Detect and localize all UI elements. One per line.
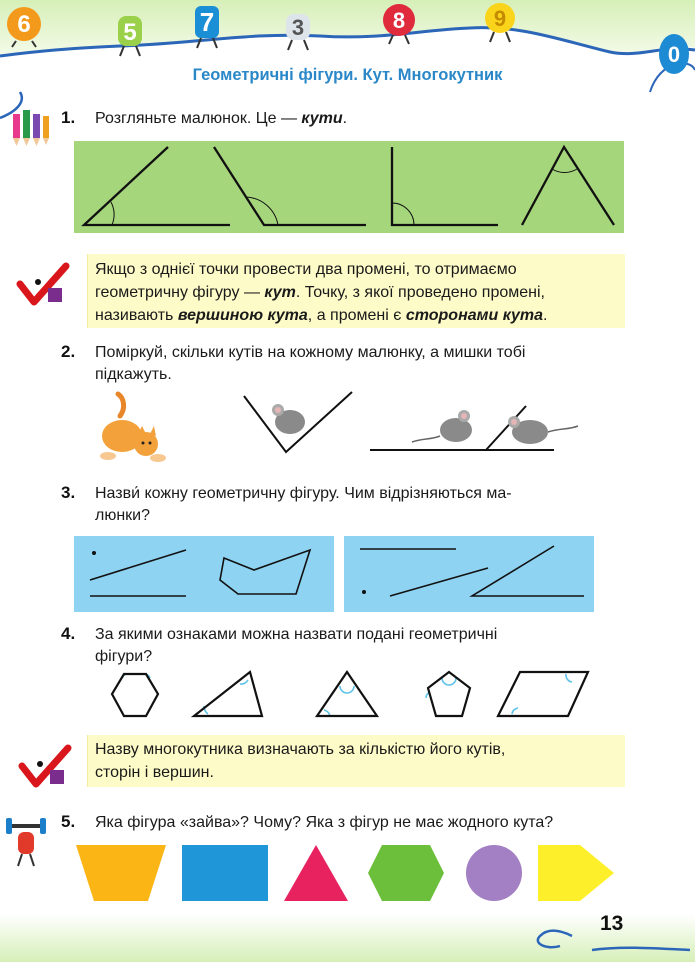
task1-text: Розгляньте малюнок. Це — кути. [95, 110, 348, 127]
rule1-line2: геометричну фігуру — кут. Точку, з якої проведено промені, [95, 284, 545, 301]
svg-text:0: 0 [667, 42, 681, 67]
blue-panel-left [74, 536, 334, 612]
rule2-line2: сторін і вершин. [95, 764, 214, 781]
point-dot [92, 551, 96, 555]
polygons-figure [100, 664, 600, 724]
figures-panel-right [344, 536, 594, 612]
footer-decoration [0, 890, 695, 962]
task2-line2: підкажуть. [95, 366, 172, 383]
cat-mice-figure [94, 388, 604, 466]
parallelogram [498, 672, 588, 716]
task4-line2: фігури? [95, 648, 153, 665]
task3-line1: Назви́ кожну геометричну фігуру. Чим відрізняються ма- [95, 485, 512, 502]
digit-character-8 [377, 0, 421, 51]
task3-line2: люнки? [95, 507, 151, 524]
digit-character-9 [476, 0, 524, 51]
mouse-2 [412, 410, 472, 442]
svg-text:7: 7 [199, 7, 215, 37]
task4-line1: За якими ознаками можна назвати подані геометричні [95, 626, 498, 643]
mouse-3 [508, 416, 578, 444]
svg-text:6: 6 [17, 11, 31, 38]
cat-illustration [100, 394, 166, 462]
task1-number: 1. [61, 108, 76, 127]
svg-text:5: 5 [123, 19, 137, 46]
task2-number: 2. [61, 342, 76, 361]
page-title: Геометричні фігури. Кут. Многокутник [192, 66, 503, 84]
task5-text: Яка фігура «зайва»? Чому? Яка з фігур не має жодного кута? [95, 814, 554, 831]
pentagon [428, 672, 470, 716]
rule1-line3: називають вершиною кута, а промені є сторонами кута. [95, 307, 548, 324]
weightlifter-character-icon [6, 816, 46, 873]
svg-text:3: 3 [291, 15, 305, 40]
figures-panel-left [74, 536, 334, 612]
page-number: 13 [600, 912, 624, 935]
rule2-line1: Назву многокутника визначають за кількістю його кутів, [95, 741, 506, 758]
task4-number: 4. [61, 624, 76, 643]
digit-character-5 [108, 10, 152, 63]
digit-character-7 [183, 0, 231, 55]
rule1-line1: Якщо з однієї точки провести два промені, то отримаємо [95, 261, 517, 278]
svg-text:9: 9 [493, 6, 507, 31]
task2-line1: Поміркуй, скільки кутів на кожному малюнку, а мишки тобі [95, 344, 526, 361]
task3-number: 3. [61, 483, 76, 502]
angles-figure [74, 141, 624, 233]
pencils-icon [10, 106, 50, 153]
point-dot [362, 590, 366, 594]
checkmark-character-icon [16, 262, 72, 313]
checkmark-character-icon [18, 744, 74, 795]
svg-text:8: 8 [392, 8, 406, 33]
digit-character-6 [2, 2, 46, 53]
task5-number: 5. [61, 812, 76, 831]
digit-character-3 [276, 6, 320, 59]
digit-characters-row [0, 0, 695, 67]
triangle [317, 672, 377, 716]
mouse-1 [272, 404, 305, 434]
hexagon [112, 674, 158, 716]
